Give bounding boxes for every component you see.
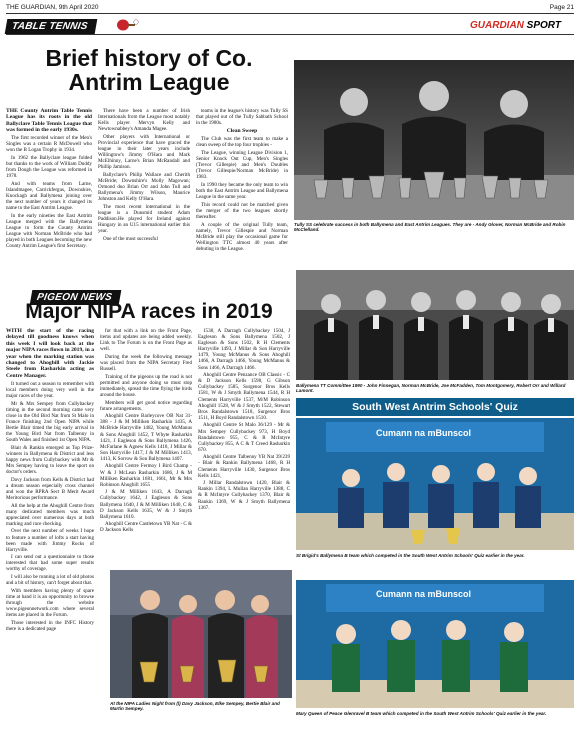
section-tag-table-tennis	[6, 19, 96, 34]
article2-column-1	[6, 328, 94, 733]
article2-paragraph: WITH the start of the racing delayed till goodness knows when this week I will look back at the major NIPA races flown in 2019, in a year when the marking station was changed to Ahoghill with Jackie Steele from Rasharkin acting as Centre Manager.	[6, 328, 94, 379]
article2-paragraph: Ahoghill Centre Talbenny YB Nat 39/239 - Blair & Rankin Ballymena 1468, R H Clements Harryville 1430, Surgenor Bros Kells 1421,	[198, 454, 290, 479]
article2-paragraph: Over the next number of weeks I hope to feature a number of lofts a start having been made with Jimmy Rocks of Harryville.	[6, 528, 94, 553]
committee-caption: Ballymena TT Committee 1990 - John Finnegan, Norman McBride, Joe McFadden, Tom Montgomery, Robert Orr and Willard Lamont.	[296, 383, 566, 394]
article2-paragraph: Mr & Mrs Sempey from Cullybackey timing in the second morning came very close in the Old Bird Nat from St Malo in France finishing 2nd Open NIPA while Bertie Blair timed the big early arrival in the Young Bird Nat from Talbenny in South Wales and finished 1st Open NIPA.	[6, 400, 94, 444]
article2-column-3	[198, 328, 290, 568]
article2-paragraph: 1538, A Darragh Cullybackey 1504, J Eagleson & Sons Ballymena 1502, J Eagleson & Sons 1502, R H Clements Harryville 1493, J Millar & Son Harryville 1479, Young McManus & Sons Ahoghill 1466, A Darragh 1466, Young McManus & Sons 1466, A Darragh 1466.	[198, 328, 290, 371]
article1-paragraph: In 1990 they became the only team to win both the East Antrim League and Ballymena League in the same year.	[196, 182, 288, 201]
tully-ss-caption: Tully SS celebrate success in both Ballymena and East Antrim Leagues. They are - Andy Glover, Norman McBride and Robin McClelland.	[294, 222, 566, 233]
section-label: PIGEON NEWS	[30, 290, 122, 305]
st-brigids-caption: St Brigid's Ballymena B team which competed in the South West Antrim Schools' Quiz earlier in the year.	[296, 553, 525, 558]
article1-paragraph: And with teams from Larne, Islandmagee, Carrickfergus, Downshire, Knockagh and Ballymena joining over the next number of years it changed its name to the East Antrim League.	[6, 180, 92, 212]
article2-paragraph: I will also be running a lot of old photos and a bit of history, can't forget about that.	[6, 574, 94, 587]
mary-queen-caption: Mary Queen of Peace Glenravel B team which competed in the South West Antrim Schools' Quiz earlier in the year.	[296, 711, 547, 716]
article1-paragraph: One of the most successful	[103, 235, 158, 242]
st-brigids-team-photo	[296, 418, 574, 550]
article1-paragraph: There have been a number of Irish Internationals from the League most notably Kells player Mervyn Kelly and Newtownabbey's Amanda Magee.	[98, 108, 190, 133]
article2-paragraph: Davy Jackson from Kells & District had a dream season especially cross channel and won the RPRA Sect B Merit Award Meritorious performance.	[6, 476, 94, 501]
guardian-sport-brand	[470, 20, 561, 31]
article2-paragraph: Training of the pigeons up the road is not permitted and anyone doing so must stop immediately, spread the time flying the birds around the house.	[100, 373, 192, 398]
article1-paragraph: Ballyclare's Philip Wallace and Cherith McBride; Downshire's Molly Magowan; Ormond duo Brian Orr and John Tull and Ballymena's Jimmy Wilson, Maurice Johnston and Kelly O'Hara.	[98, 171, 190, 203]
masthead-date: THE GUARDIAN, 9th April 2020	[6, 4, 99, 11]
article2-paragraph: It turned out a season to remember with local members doing very well in the major races of the year.	[6, 380, 94, 399]
article1-paragraph: The League, winning League Division 1, Senior Knock Out Cup, Men's Singles (Trevor Gillespie) and Men's Doubles (Trevor Gillespie/Norman McBride) in 1983.	[196, 150, 288, 181]
section-label: TABLE TENNIS	[5, 19, 97, 34]
article1-subhead: Clean Sweep	[226, 128, 258, 135]
quiz-title: South West Antrim Schools' Quiz	[352, 401, 518, 413]
article2-column-2	[100, 328, 192, 568]
banner-text: Cumann na mBunscol	[376, 589, 472, 599]
article2-paragraph: With members having plenty of spare time at hand it is an opportunity to browse through the website www.pigeonnetwork.com where several items are placed in the Forum.	[6, 587, 94, 619]
page-header	[0, 0, 580, 14]
page-number: Page 21	[549, 4, 574, 11]
quiz-title-bar	[296, 398, 574, 416]
article1-paragraph: teams in the league's history was Tully SS that played out of the Tully Sabbath School in the 1980s.	[196, 108, 288, 127]
article2-paragraph: Ahoghill Centre Fermoy I Bird Champ - W & J McLean Rasharkin 1686, J & M Milliken Rasharkin 1681, 1661, Mr & Mrs Robinson Ahoghill 1655	[100, 463, 192, 488]
article2-paragraph: J Millar Randalstown 1420, Blair & Rankin 1394, L Mullan Harryville 1388, C & R McIntyre Cullybackey 1370, Blair & Rankin 1369, W & J Smyth Ballymena 1367.	[198, 480, 290, 511]
article1-headline: Brief history of Co. Antrim League	[45, 45, 253, 96]
brand-sport: SPORT	[526, 20, 561, 31]
article1-paragraph: In the early nineties the East Antrim League merged with the Ballymena League to form the County Antrim League with Norman McBride who had played in both Leagues becoming the new County Antrim League's first Secretary.	[6, 212, 92, 250]
article2-paragraph: Ahoghill Centre Castletown YB Nat - C & D Jackson Kells	[100, 521, 192, 534]
article2-paragraph: J & M Milliken 1643, A Darragh Cullybackey 1642, J Eagleson & Sons Ballymena 1640, J & M Milliken 1640, C & D Jackson Kells 1635, W & J Smyth Ballymena 1610.	[100, 489, 192, 520]
article1-paragraph: A couple of the original Tully team, namely, Trevor Gillespie and Norman McBride still play the occasional game for Wellington TTC almost 40 years after debuting in the League.	[196, 221, 288, 252]
article1-paragraph: THE County Antrim Table Tennis League has its roots in the old Ballyclare Table Tennis League that was formed in the early 1930s.	[6, 108, 92, 134]
article1-paragraph: Other players with International or Provincial experience that have graced the league in their later years include Willingtow's Jimmy O'Hara and Mark McElhinny, Larne's Brian McRandall and Phillip Jamison.	[98, 133, 190, 171]
article2-paragraph: for that with a link on the Front Page, items and updates are being added weekly. Link to The Forum is on the Front Page as well.	[100, 328, 192, 353]
article1-paragraph: In 1962 the Ballyclare league folded but thanks to the work of William Duddy from Dough the League was reformed in 1978.	[6, 154, 92, 180]
article1-paragraph: The first recorded winner of the Men's Singles was a certain R McDowell who won the B Logan Trophy in 1934.	[6, 135, 92, 154]
article2-paragraph: Members will get good notice regarding future arrangements.	[100, 399, 192, 412]
mary-queen-of-peace-team-photo	[296, 580, 574, 708]
article1-paragraph: The Club was the first team to make a clean sweep of the top four trophies -	[196, 136, 288, 149]
ladies-night-caption: At the NIPA Ladies Night from (l) Davy Jackson, Elke Sempey, Bertie Blair and Martin Sempey.	[110, 701, 280, 712]
header-rule	[6, 13, 574, 14]
article1-paragraph: The most recent international in the league is a Dunsmid student Adam Paddison.He played for Ireland against Hungary in an U15 international earlier this year.	[98, 203, 190, 235]
article1-column-1	[6, 108, 92, 308]
article2-paragraph: Blair & Rankin emerged as Top Prize-winners in Ballymena & District and less happy news from Cullybackey with Mr & Mrs Sempey having to leave the sport on doctor's orders.	[6, 444, 94, 476]
article2-headline: Major NIPA races in 2019	[25, 300, 273, 323]
section-rule	[6, 34, 574, 35]
article2-paragraph: Those interested in the INFC History there is a dedicated page	[6, 619, 94, 632]
article1-column-3	[196, 108, 288, 308]
brand-guardian: GUARDIAN	[470, 20, 524, 31]
article1-column-2	[98, 108, 190, 308]
nipa-ladies-night-photo	[110, 570, 292, 698]
article2-paragraph: Ahoghill Centre St Malo 36/129 - Mr & Mrs Sempey Cullybackey 973, H Boyd Randalstown 955, C & R McIntyre Cullybackey 855, A C & T Creed Rasharkin 670.	[198, 422, 290, 453]
article2-paragraph: Ahoghill Centre Penzance OB Classic - C & D Jackson Kells 1598, G Gibson Cullybackey 1585, Surgenor Bros Kells 1581, W & J Smyth Ballymena 1544, R H Clements Harryville 1537, M/M Robinson Ahoghill 1528, W & J Smyth 1522, Stewart Bros Randalstown 1518, Surgenor Bros 1511, H Boyd Randalstown 1510.	[198, 372, 290, 421]
tully-ss-team-photo	[294, 60, 574, 220]
article2-paragraph: Ahoghill Centre Barleycove OB Nat 31-388 - J & M Milliken Rasharkin 1435, A McBride Harryville 1482, Young McManus & Sons Ahoghill 1452, T Whyte Rasharkin 1421, J Eagleson & Sons Ballymena 1426, McFarlane & Agnew Kells 1418, J Millar & Son Harryville 1417, J & M Milliken 1413, 1413, K Sorrow & Son Ballymena 1407.	[100, 413, 192, 462]
banner-text: Cumann na mBunscol	[376, 428, 472, 438]
committee-photo	[296, 270, 574, 380]
article2-paragraph: All the help at the Ahoghill Centre from many dedicated members was much appreciated over numerous days at both marking and race checking.	[6, 502, 94, 527]
article2-paragraph: During the week the following message was placed from the NIPA Secretary Fred Russell.	[100, 353, 192, 373]
article1-paragraph: This record could not be matched given the merger of the two leagues shortly thereafter.	[196, 201, 288, 220]
article2-paragraph: I can send out a questionnaire to those interested that had some super results worthy of coverage.	[6, 554, 94, 573]
